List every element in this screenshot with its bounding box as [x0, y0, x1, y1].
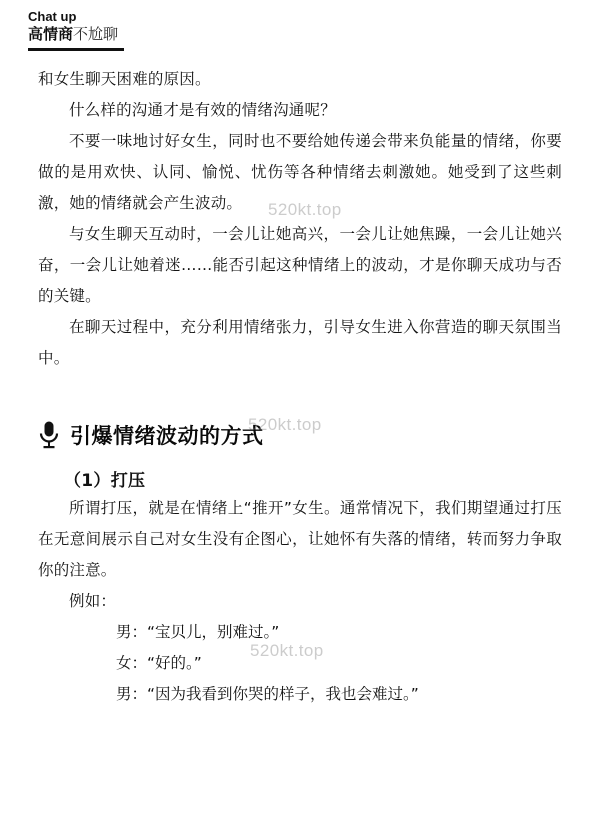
- brand-chinese-light: 不尬聊: [73, 25, 119, 43]
- brand-chinese: [28, 25, 208, 43]
- paragraph: 所谓打压，就是在情绪上“推开”女生。通常情况下，我们期望通过打压在无意间展示自己对女生没有企图心，让她怀有失落的情绪，转而努力争取你的注意。: [38, 499, 562, 579]
- paragraph: 在聊天过程中，充分利用情绪张力，引导女生进入你营造的聊天氛围当中。: [38, 318, 562, 367]
- watermark: 520kt.top: [248, 415, 322, 434]
- section-subtitle: （1）打压: [64, 471, 146, 491]
- section-title: 引爆情绪波动的方式: [70, 424, 264, 448]
- dialogue-line: 男：“因为我看到你哭的样子，我也会难过。”: [116, 685, 419, 703]
- paragraph: 什么样的沟通才是有效的情绪沟通呢？: [69, 101, 336, 119]
- paragraph: 例如：: [69, 592, 117, 610]
- dialogue-line: 男：“宝贝儿，别难过。”: [116, 623, 280, 641]
- page-body: [38, 64, 562, 710]
- dialogue-line: 女：“好的。”: [116, 654, 202, 672]
- paragraph: 和女生聊天困难的原因。: [38, 70, 211, 88]
- brand-chinese-dark: 高情商: [28, 25, 74, 43]
- brand-english: Chat up: [28, 9, 77, 24]
- paragraph: 与女生聊天互动时，一会儿让她高兴，一会儿让她焦躁，一会儿让她兴奋，一会儿让她着迷……能否引起这种情绪上的波动，才是你聊天成功与否的关键。: [38, 225, 562, 305]
- book-header: [28, 10, 208, 43]
- header-divider: [28, 48, 124, 51]
- microphone-icon: [38, 420, 60, 450]
- watermark: 520kt.top: [268, 200, 342, 219]
- paragraph: 不要一味地讨好女生，同时也不要给她传递会带来负能量的情绪，你要做的是用欢快、认同、愉悦、忧伤等各种情绪去刺激她。她受到了这些刺激，她的情绪就会产生波动。: [38, 132, 562, 212]
- watermark: 520kt.top: [250, 641, 324, 660]
- section-heading: [38, 420, 562, 450]
